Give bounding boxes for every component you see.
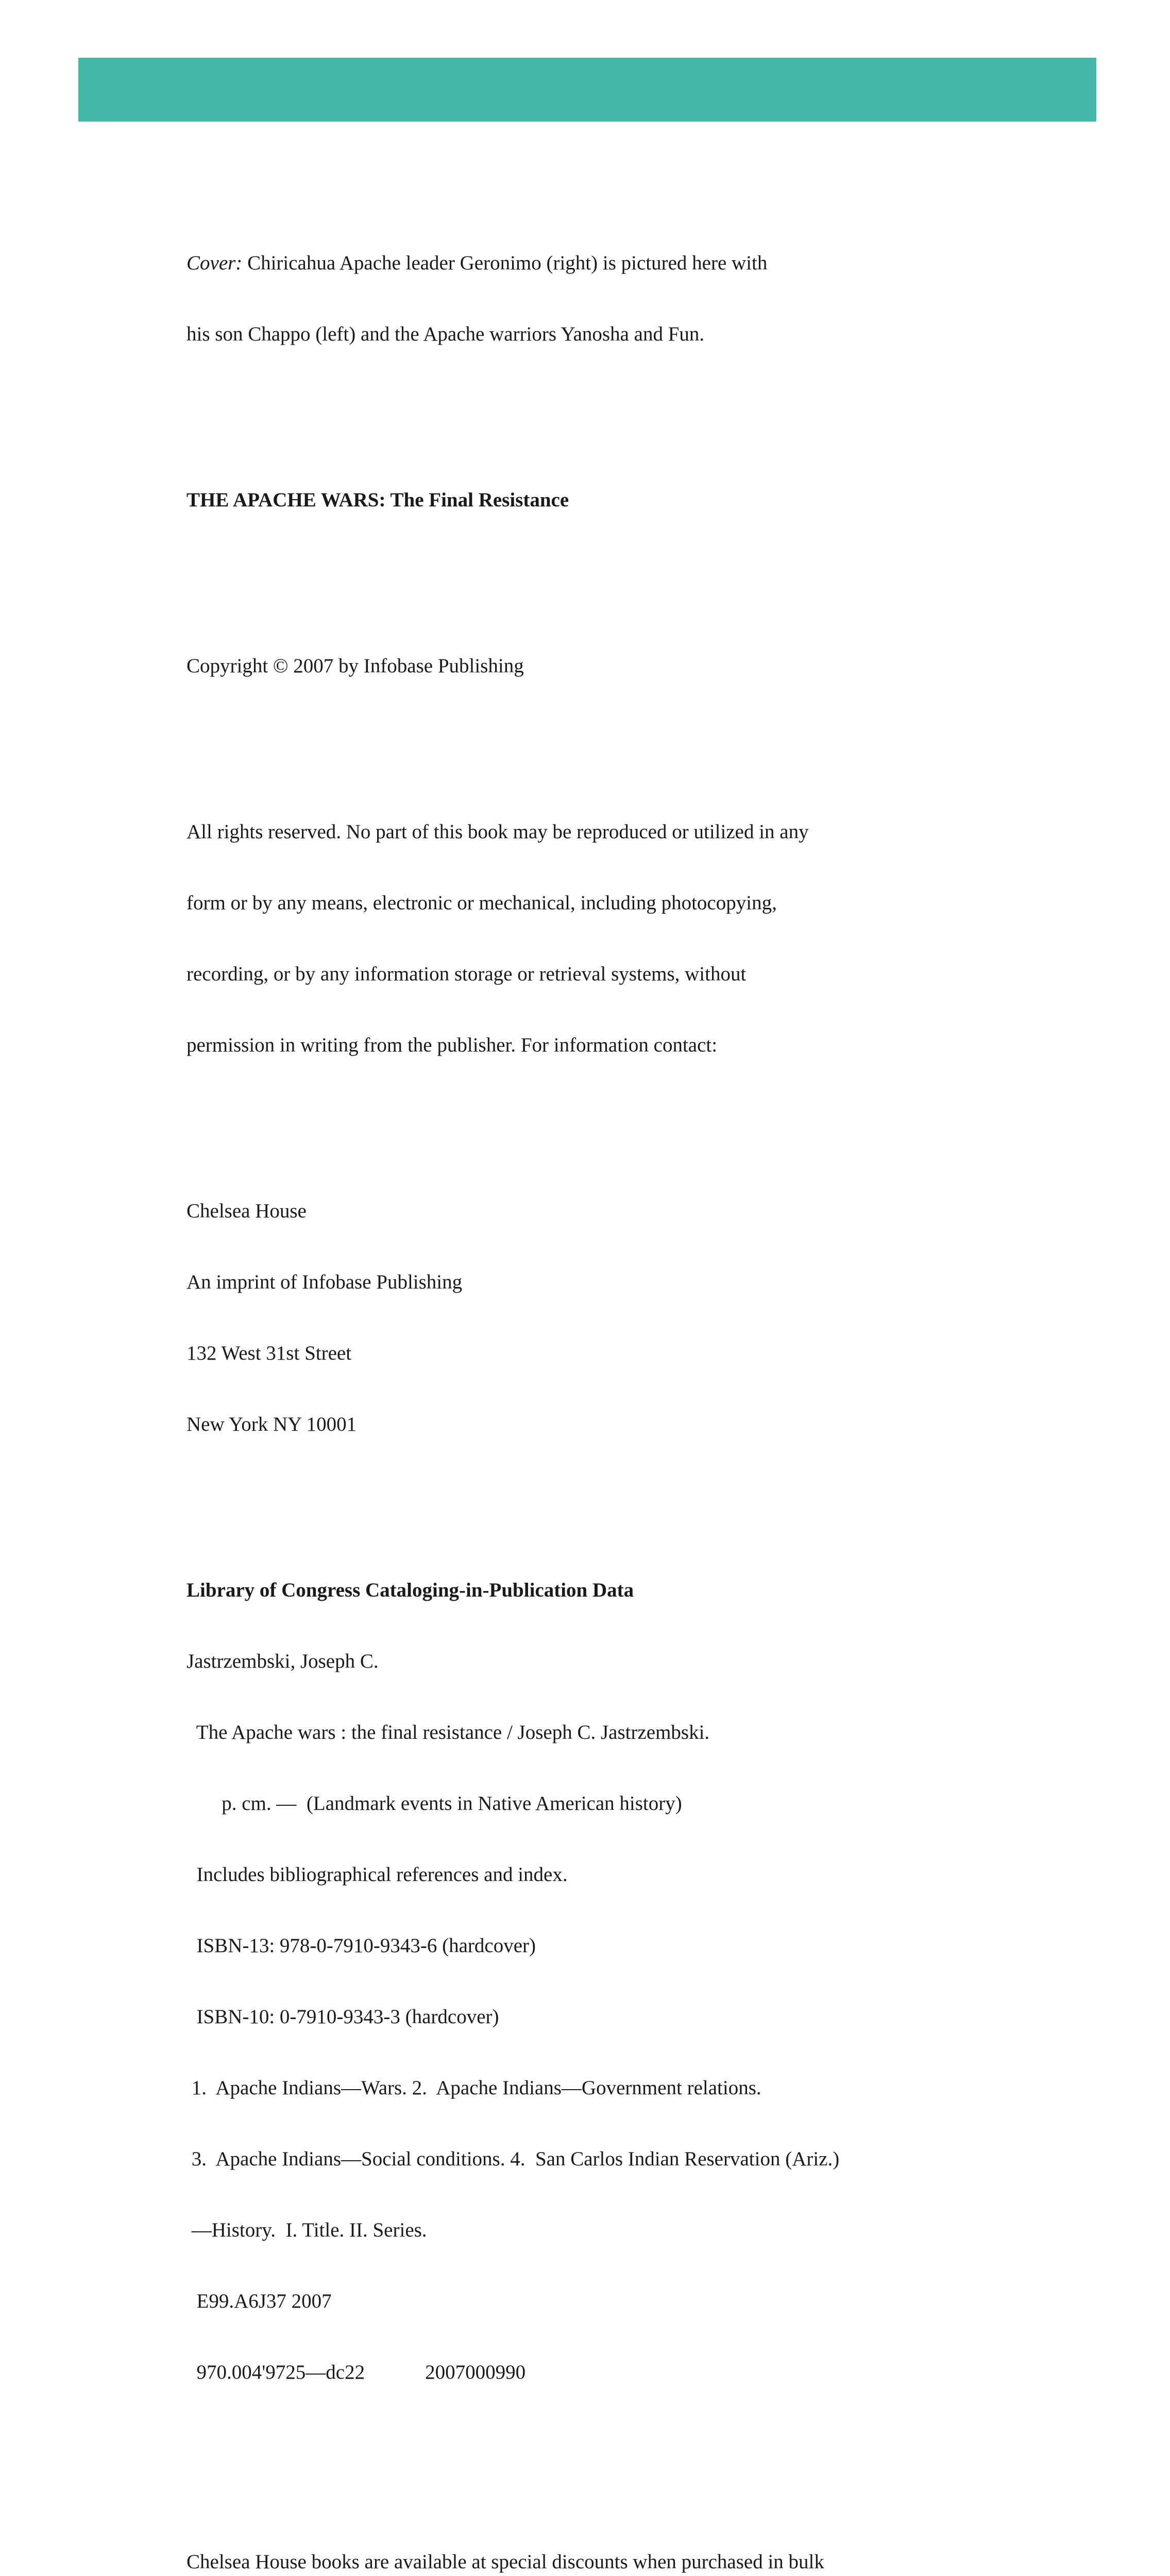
cover-caption-text: Chiricahua Apache leader Geronimo (right) is pictured here with (242, 252, 768, 274)
spacer (186, 1105, 908, 1128)
copyright-line: Copyright © 2007 by Infobase Publishing (186, 655, 524, 677)
cip-heading: Library of Congress Cataloging-in-Publication Data (186, 1579, 634, 1601)
cip-line: The Apache wars : the final resistance / Joseph C. Jastrzembski. (186, 1721, 710, 1743)
rights-line: recording, or by any information storage or retrieval systems, without (186, 963, 747, 985)
bulk-sales-line: Chelsea House books are available at special discounts when purchased in bulk (186, 2551, 824, 2573)
cip-line: E99.A6J37 2007 (186, 2290, 332, 2312)
cover-caption-line-2: his son Chappo (left) and the Apache warriors Yanosha and Fun. (186, 323, 705, 345)
cip-line: —History. I. Title. II. Series. (186, 2219, 427, 2241)
cip-line: ISBN-13: 978-0-7910-9343-6 (hardcover) (186, 1935, 536, 1957)
top-color-band (78, 58, 1096, 122)
copyright-page-text (186, 180, 908, 2576)
cip-line: Includes bibliographical references and index. (186, 1863, 568, 1886)
cip-line: Jastrzembski, Joseph C. (186, 1650, 379, 1672)
cip-line: 3. Apache Indians—Social conditions. 4. San Carlos Indian Reservation (Ariz.) (186, 2148, 840, 2170)
publisher-imprint: An imprint of Infobase Publishing (186, 1271, 463, 1293)
rights-line: form or by any means, electronic or mechanical, including photocopying, (186, 892, 777, 914)
spacer (186, 394, 908, 417)
publisher-city: New York NY 10001 (186, 1413, 357, 1435)
spacer (186, 2432, 908, 2479)
spacer (186, 560, 908, 583)
publisher-street: 132 West 31st Street (186, 1342, 352, 1364)
cip-line: 1. Apache Indians—Wars. 2. Apache Indians—Government relations. (186, 2077, 761, 2099)
book-title-line: THE APACHE WARS: The Final Resistance (186, 489, 569, 511)
cip-line: ISBN-10: 0-7910-9343-3 (hardcover) (186, 2006, 499, 2028)
cip-line: p. cm. — (Landmark events in Native American history) (186, 1792, 682, 1815)
rights-line: All rights reserved. No part of this book may be reproduced or utilized in any (186, 821, 809, 843)
spacer (186, 1484, 908, 1507)
cover-label: Cover: (186, 252, 243, 274)
publisher-name: Chelsea House (186, 1200, 307, 1222)
cover-caption-line-1 (186, 251, 908, 275)
rights-line: permission in writing from the publisher. For information contact: (186, 1034, 718, 1056)
cip-line: 970.004'9725—dc22 2007000990 (186, 2361, 526, 2383)
spacer (186, 725, 908, 749)
